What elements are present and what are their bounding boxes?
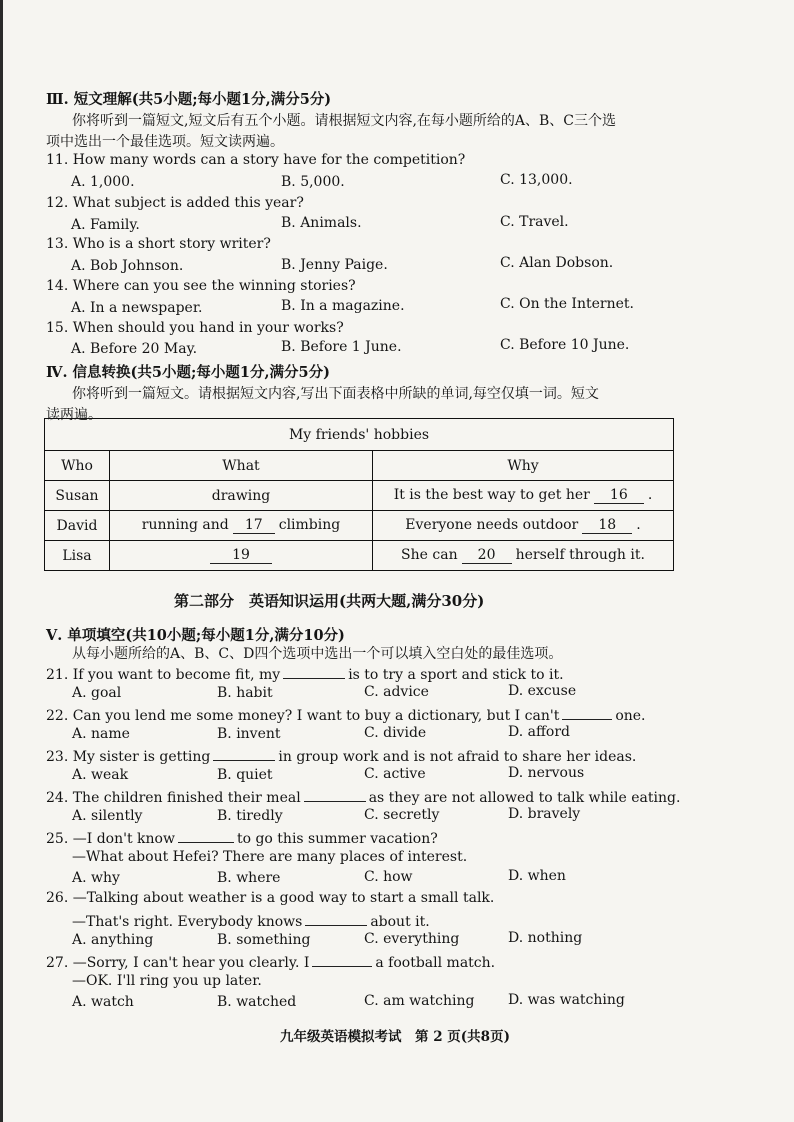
- q12-option-b: B. Animals.: [281, 215, 362, 231]
- cell-why: [373, 511, 674, 541]
- section5-instr: 从每小题所给的A、B、C、D四个选项中选出一个可以填入空白处的最佳选项。: [72, 646, 563, 662]
- question-24: [46, 787, 680, 806]
- why-text: She can: [401, 547, 458, 563]
- question-22: [46, 705, 646, 724]
- q11-option-b: B. 5,000.: [281, 174, 345, 190]
- q24-stem: 24. The children finished their meal: [46, 790, 301, 806]
- q22-option-b: B. invent: [217, 726, 281, 742]
- blank-18[interactable]: 18: [582, 517, 632, 534]
- q14-option-a: A. In a newspaper.: [71, 300, 203, 316]
- q25-blank[interactable]: [178, 828, 234, 843]
- q22-option-d: D. afford: [508, 724, 571, 740]
- q22-option-a: A. name: [72, 726, 130, 742]
- q27-option-a: A. watch: [72, 994, 134, 1010]
- q27-option-c: C. am watching: [364, 993, 475, 1009]
- q27-blank[interactable]: [312, 952, 372, 967]
- q23-option-c: C. active: [364, 766, 426, 782]
- cell-why: [373, 541, 674, 571]
- q11-option-c: C. 13,000.: [500, 172, 573, 188]
- q23-option-a: A. weak: [72, 767, 129, 783]
- q22-option-c: C. divide: [364, 725, 427, 741]
- q22-stem-end: one.: [615, 708, 646, 724]
- q14-option-c: C. On the Internet.: [500, 296, 634, 312]
- q11-option-a: A. 1,000.: [71, 174, 135, 190]
- q26-option-b: B. something: [217, 932, 311, 948]
- table-row: [45, 511, 674, 541]
- header-who: Who: [45, 451, 110, 481]
- q13-option-c: C. Alan Dobson.: [500, 255, 614, 271]
- cell-who: Susan: [45, 481, 110, 511]
- section5-title: Ⅴ. 单项填空(共10小题;每小题1分,满分10分): [46, 627, 345, 644]
- q26-stem: —That's right. Everybody knows: [72, 914, 303, 930]
- question-27: [46, 952, 495, 971]
- question-21: [46, 664, 564, 683]
- section3-instr1: 你将听到一篇短文,短文后有五个小题。请根据短文内容,在每小题所给的A、B、C三个选: [72, 113, 617, 129]
- header-why: Why: [373, 451, 674, 481]
- q27-option-b: B. watched: [217, 994, 297, 1010]
- what-end: climbing: [278, 517, 341, 533]
- question-26: 26. —Talking about weather is a good way to start a small talk.: [46, 890, 495, 906]
- q23-option-b: B. quiet: [217, 767, 273, 783]
- cell-what: drawing: [110, 481, 373, 511]
- table-title: My friends' hobbies: [45, 419, 674, 451]
- q24-stem-end: as they are not allowed to talk while eating.: [368, 790, 681, 806]
- cell-what: [110, 511, 373, 541]
- q13-option-a: A. Bob Johnson.: [71, 258, 184, 274]
- q25-option-b: B. where: [217, 870, 281, 886]
- why-end: herself through it.: [515, 547, 645, 563]
- page-footer: 九年级英语模拟考试 第 2 页(共8页): [280, 1029, 510, 1045]
- why-end: .: [647, 487, 653, 503]
- q15-option-a: A. Before 20 May.: [71, 341, 198, 357]
- q24-option-a: A. silently: [72, 808, 143, 824]
- q15-option-c: C. Before 10 June.: [500, 337, 630, 353]
- q26-stem-end: about it.: [370, 914, 430, 930]
- q27-stem-end: a football match.: [375, 955, 496, 971]
- blank-20[interactable]: 20: [462, 547, 512, 564]
- question-14: 14. Where can you see the winning stories?: [46, 278, 356, 294]
- section4-instr1: 你将听到一篇短文。请根据短文内容,写出下面表格中所缺的单词,每空仅填一词。短文: [72, 386, 599, 402]
- q21-option-d: D. excuse: [508, 683, 577, 699]
- cell-what: [110, 541, 373, 571]
- q26-option-d: D. nothing: [508, 930, 583, 946]
- q12-option-a: A. Family.: [71, 217, 140, 233]
- table-row: [45, 541, 674, 571]
- q27-stem: 27. —Sorry, I can't hear you clearly. I: [46, 955, 310, 971]
- section3-instr2: 项中选出一个最佳选项。短文读两遍。: [46, 134, 284, 150]
- q21-stem-end: is to try a sport and stick to it.: [348, 667, 564, 683]
- why-text: Everyone needs outdoor: [405, 517, 579, 533]
- question-11: 11. How many words can a story have for the competition?: [46, 152, 466, 168]
- q24-blank[interactable]: [304, 787, 366, 802]
- q21-option-c: C. advice: [364, 684, 429, 700]
- q12-option-c: C. Travel.: [500, 214, 569, 230]
- section4-title: Ⅳ. 信息转换(共5小题;每小题1分,满分5分): [46, 364, 330, 381]
- q25-stem-end: to go this summer vacation?: [236, 831, 438, 847]
- q14-option-b: B. In a magazine.: [281, 298, 405, 314]
- hobbies-table: [44, 418, 674, 571]
- q21-option-b: B. habit: [217, 685, 273, 701]
- section3-title: Ⅲ. 短文理解(共5小题;每小题1分,满分5分): [46, 91, 332, 108]
- q13-option-b: B. Jenny Paige.: [281, 257, 388, 273]
- question-15: 15. When should you hand in your works?: [46, 320, 344, 336]
- q26-blank[interactable]: [305, 911, 367, 926]
- q26-option-c: C. everything: [364, 931, 460, 947]
- q25-option-c: C. how: [364, 869, 413, 885]
- why-end: .: [636, 517, 641, 533]
- what-text: running and: [141, 517, 229, 533]
- blank-19[interactable]: 19: [210, 547, 272, 564]
- header-what: What: [110, 451, 373, 481]
- q22-stem: 22. Can you lend me some money? I want to buy a dictionary, but I can't: [46, 708, 560, 724]
- q25-stem: 25. —I don't know: [46, 831, 175, 847]
- q27-option-d: D. was watching: [508, 992, 625, 1008]
- cell-who: Lisa: [45, 541, 110, 571]
- question-13: 13. Who is a short story writer?: [46, 236, 271, 252]
- q25-option-a: A. why: [72, 870, 120, 886]
- q21-option-a: A. goal: [72, 685, 122, 701]
- q21-stem: 21. If you want to become fit, my: [46, 667, 281, 683]
- q25-reply: —What about Hefei? There are many places of interest.: [72, 849, 468, 865]
- q22-blank[interactable]: [562, 705, 612, 720]
- part2-title: 第二部分 英语知识运用(共两大题,满分30分): [174, 592, 485, 610]
- q23-option-d: D. nervous: [508, 765, 585, 781]
- q21-blank[interactable]: [283, 664, 345, 679]
- table-row: [45, 481, 674, 511]
- q27-reply: —OK. I'll ring you up later.: [72, 973, 262, 989]
- scan-edge: [0, 0, 3, 1122]
- blank-16[interactable]: 16: [594, 487, 644, 504]
- q26-reply: [72, 911, 430, 930]
- q15-option-b: B. Before 1 June.: [281, 339, 402, 355]
- q23-stem-end: in group work and is not afraid to share her ideas.: [278, 749, 637, 765]
- cell-why: [373, 481, 674, 511]
- q24-option-c: C. secretly: [364, 807, 440, 823]
- q23-stem: 23. My sister is getting: [46, 749, 211, 765]
- q26-option-a: A. anything: [72, 932, 154, 948]
- section4-instr2: 读两遍。: [46, 407, 102, 423]
- q23-blank[interactable]: [213, 746, 275, 761]
- blank-17[interactable]: 17: [233, 517, 275, 534]
- q24-option-d: D. bravely: [508, 806, 581, 822]
- why-text: It is the best way to get her: [393, 487, 590, 503]
- q25-option-d: D. when: [508, 868, 566, 884]
- question-12: 12. What subject is added this year?: [46, 195, 304, 211]
- question-23: [46, 746, 636, 765]
- cell-who: David: [45, 511, 110, 541]
- question-25: [46, 828, 438, 847]
- q24-option-b: B. tiredly: [217, 808, 283, 824]
